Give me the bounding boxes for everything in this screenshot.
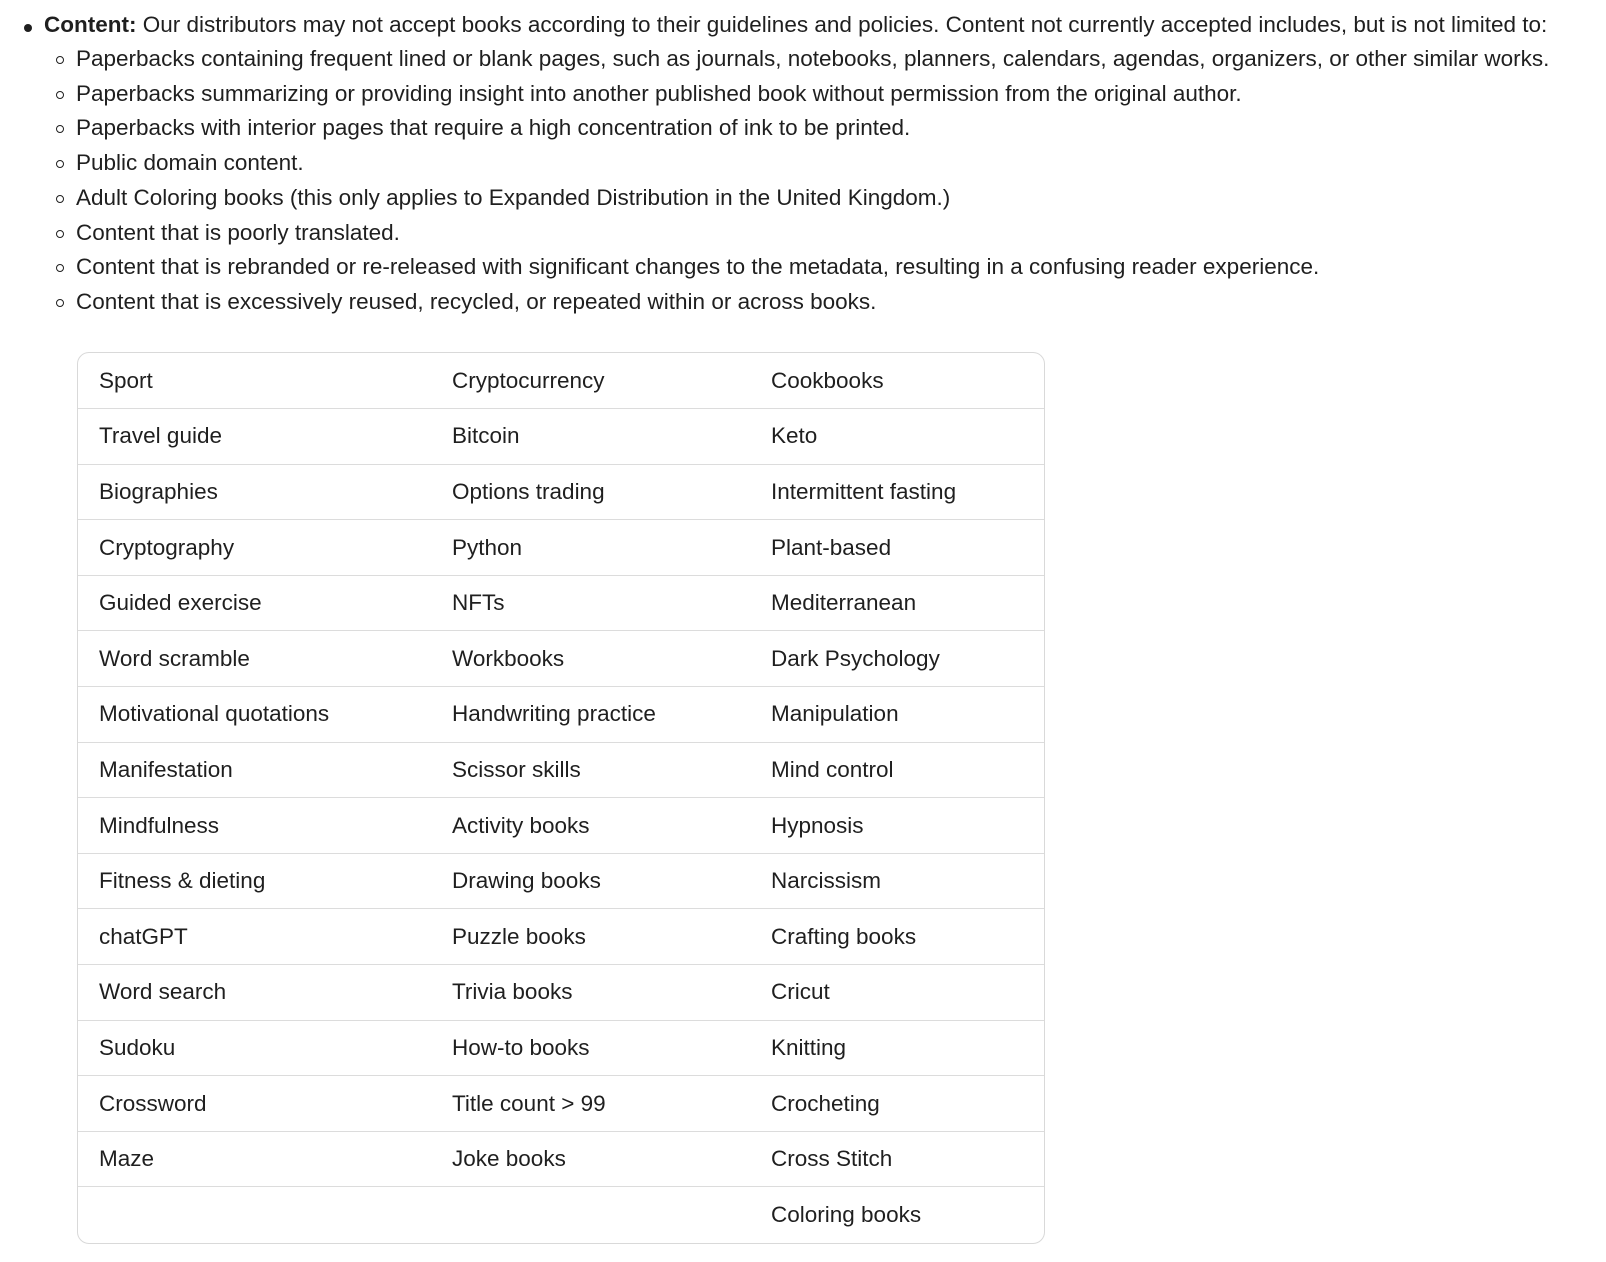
table-cell: Keto (750, 409, 1044, 465)
restriction-item (44, 111, 1606, 146)
restriction-text: Content that is rebranded or re-released with significant changes to the metadata, resulting in a confusing reader experience. (76, 254, 1320, 280)
table-row (78, 909, 1044, 965)
hollow-bullet-icon (56, 91, 64, 99)
table-cell: Drawing books (431, 853, 750, 909)
restriction-item (44, 285, 1606, 320)
table-cell: How-to books (431, 1020, 750, 1076)
content-restrictions-list (44, 42, 1606, 320)
restriction-text: Paperbacks summarizing or providing insight into another published book without permission from the original author. (76, 80, 1242, 106)
table-cell: Manifestation (78, 742, 431, 798)
restriction-item (44, 42, 1606, 77)
table-cell: Bitcoin (431, 409, 750, 465)
table-cell: Mind control (750, 742, 1044, 798)
table-cell: Sudoku (78, 1020, 431, 1076)
table-cell: Knitting (750, 1020, 1044, 1076)
table-row (78, 1187, 1044, 1243)
table-cell: Python (431, 520, 750, 576)
content-intro (44, 8, 1606, 42)
table-cell: Cookbooks (750, 353, 1044, 409)
table-row (78, 575, 1044, 631)
table-row (78, 798, 1044, 854)
table-cell: Motivational quotations (78, 687, 431, 743)
content-policy-item (0, 8, 1606, 320)
table-row (78, 353, 1044, 409)
table-row (78, 409, 1044, 465)
table-cell: Word scramble (78, 631, 431, 687)
restriction-item (44, 216, 1606, 251)
hollow-bullet-icon (56, 160, 64, 168)
table-cell: Cryptography (78, 520, 431, 576)
table-row (78, 1020, 1044, 1076)
table-cell: Trivia books (431, 965, 750, 1021)
table-cell: Dark Psychology (750, 631, 1044, 687)
table-row (78, 464, 1044, 520)
table-cell: Cricut (750, 965, 1044, 1021)
table-cell: Coloring books (771, 1201, 922, 1227)
table-cell: Crocheting (750, 1076, 1044, 1132)
hollow-bullet-icon (56, 230, 64, 238)
table-cell: Narcissism (750, 853, 1044, 909)
restriction-text: Content that is poorly translated. (76, 219, 400, 245)
table-cell: Manipulation (750, 687, 1044, 743)
hollow-bullet-icon (56, 56, 64, 64)
table-cell: Joke books (431, 1131, 750, 1187)
table-cell: Cross Stitch (750, 1131, 1044, 1187)
content-intro-text: Our distributors may not accept books according to their guidelines and policies. Content not currently accepted includes, but is not limited to: (136, 12, 1548, 37)
table-cell: Intermittent fasting (750, 464, 1044, 520)
table-cell: Hypnosis (750, 798, 1044, 854)
restriction-item (44, 146, 1606, 181)
table-cell: Fitness & dieting (78, 853, 431, 909)
table-cell: Mediterranean (750, 575, 1044, 631)
table-cell: Options trading (431, 464, 750, 520)
table-row (78, 1131, 1044, 1187)
restriction-item (44, 77, 1606, 112)
hollow-bullet-icon (56, 264, 64, 272)
table-cell: Travel guide (78, 409, 431, 465)
table-row (78, 742, 1044, 798)
table-row (78, 1076, 1044, 1132)
table-cell: Maze (78, 1131, 431, 1187)
table-cell: Biographies (78, 464, 431, 520)
restriction-text: Adult Coloring books (this only applies to Expanded Distribution in the United Kingdom.) (76, 184, 951, 210)
table-cell: Cryptocurrency (431, 353, 750, 409)
table-row (78, 631, 1044, 687)
restriction-text: Paperbacks with interior pages that require a high concentration of ink to be printed. (76, 115, 911, 141)
table-cell: Crossword (78, 1076, 431, 1132)
table-cell: Puzzle books (431, 909, 750, 965)
table-cell (78, 1187, 431, 1243)
table-cell: Activity books (431, 798, 750, 854)
table-cell: Word search (78, 965, 431, 1021)
table-cell: chatGPT (78, 909, 431, 965)
table-cell: Guided exercise (78, 575, 431, 631)
hollow-bullet-icon (56, 299, 64, 307)
table-row (78, 687, 1044, 743)
content-label: Content: (44, 12, 137, 37)
hollow-bullet-icon (56, 125, 64, 133)
restriction-item (44, 250, 1606, 285)
table-cell: Sport (78, 353, 431, 409)
table-cell: Mindfulness (78, 798, 431, 854)
table-cell (431, 1187, 750, 1243)
restriction-text: Paperbacks containing frequent lined or blank pages, such as journals, notebooks, planners, calendars, agendas, organizers, or other similar works. (76, 46, 1550, 71)
bullet-icon (24, 24, 32, 32)
table-cell: Plant-based (750, 520, 1044, 576)
table-row (78, 965, 1044, 1021)
table-cell: Crafting books (750, 909, 1044, 965)
table-cell: Handwriting practice (431, 687, 750, 743)
hollow-bullet-icon (56, 195, 64, 203)
table-row (78, 853, 1044, 909)
table-cell: NFTs (431, 575, 750, 631)
restriction-text: Public domain content. (76, 150, 304, 176)
content-policy-list (0, 8, 1606, 320)
table-row (78, 520, 1044, 576)
table-cell: Title count > 99 (431, 1076, 750, 1132)
restriction-text: Content that is excessively reused, recycled, or repeated within or across books. (76, 288, 877, 314)
table-cell: Scissor skills (431, 742, 750, 798)
restriction-item (44, 181, 1606, 216)
table-cell: Workbooks (431, 631, 750, 687)
restricted-topics-table (77, 352, 1045, 1244)
